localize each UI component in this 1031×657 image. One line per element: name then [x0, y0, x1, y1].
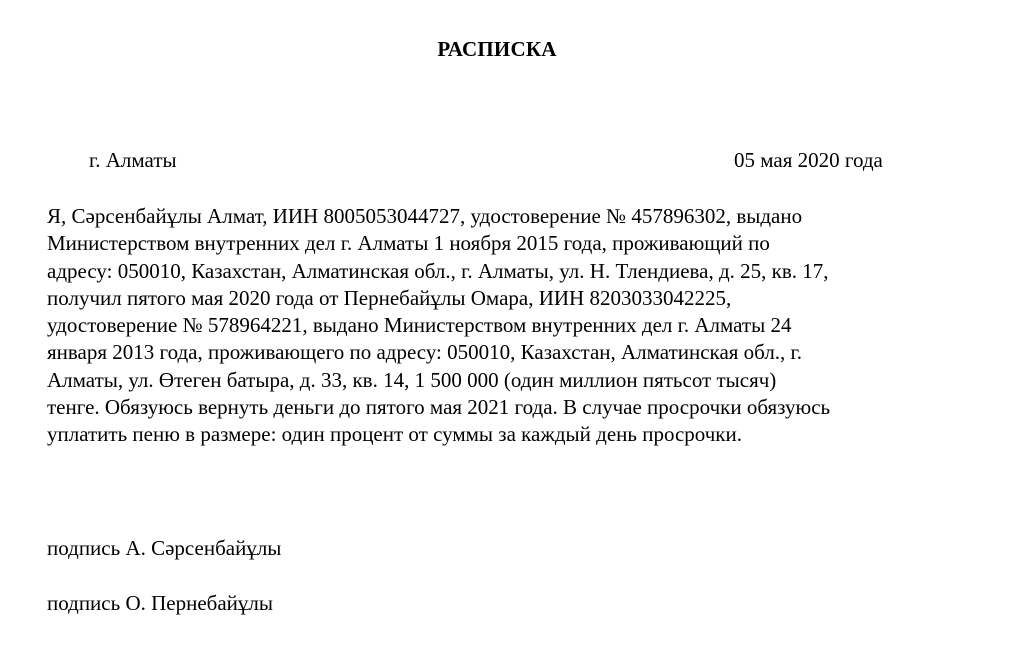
body-line: удостоверение № 578964221, выдано Министерством внутренних дел г. Алматы 24 — [47, 313, 792, 338]
body-line: адресу: 050010, Казахстан, Алматинская обл., г. Алматы, ул. Н. Тлендиева, д. 25, кв. 17, — [47, 258, 829, 283]
body-line: тенге. Обязуюсь вернуть деньги до пятого мая 2021 года. В случае просрочки обязуюсь — [47, 395, 831, 420]
body-line: уплатить пеню в размере: один процент от суммы за каждый день просрочки. — [47, 422, 742, 447]
signature-lender: подпись О. Пернебайұлы — [47, 591, 273, 615]
body-line: января 2013 года, проживающего по адресу: 050010, Казахстан, Алматинская обл., г. — [47, 340, 803, 365]
signature-borrower: подпись А. Сәрсенбайұлы — [47, 536, 282, 560]
body-line: Министерством внутренних дел г. Алматы 1 ноября 2015 года, проживающий по — [47, 231, 770, 256]
document-body — [47, 203, 1007, 449]
body-line: получил пятого мая 2020 года от Пернебайұлы Омара, ИИН 8203033042225, — [47, 285, 732, 310]
body-line: Алматы, ул. Өтеген батыра, д. 33, кв. 14, 1 500 000 (один миллион пятьсот тысяч) — [47, 367, 777, 392]
document-city: г. Алматы — [89, 148, 177, 172]
document-title: РАСПИСКА — [437, 37, 557, 61]
body-line: Я, Сәрсенбайұлы Алмат, ИИН 8005053044727, удостоверение № 457896302, выдано — [47, 204, 803, 228]
document-date: 05 мая 2020 года — [734, 148, 883, 172]
